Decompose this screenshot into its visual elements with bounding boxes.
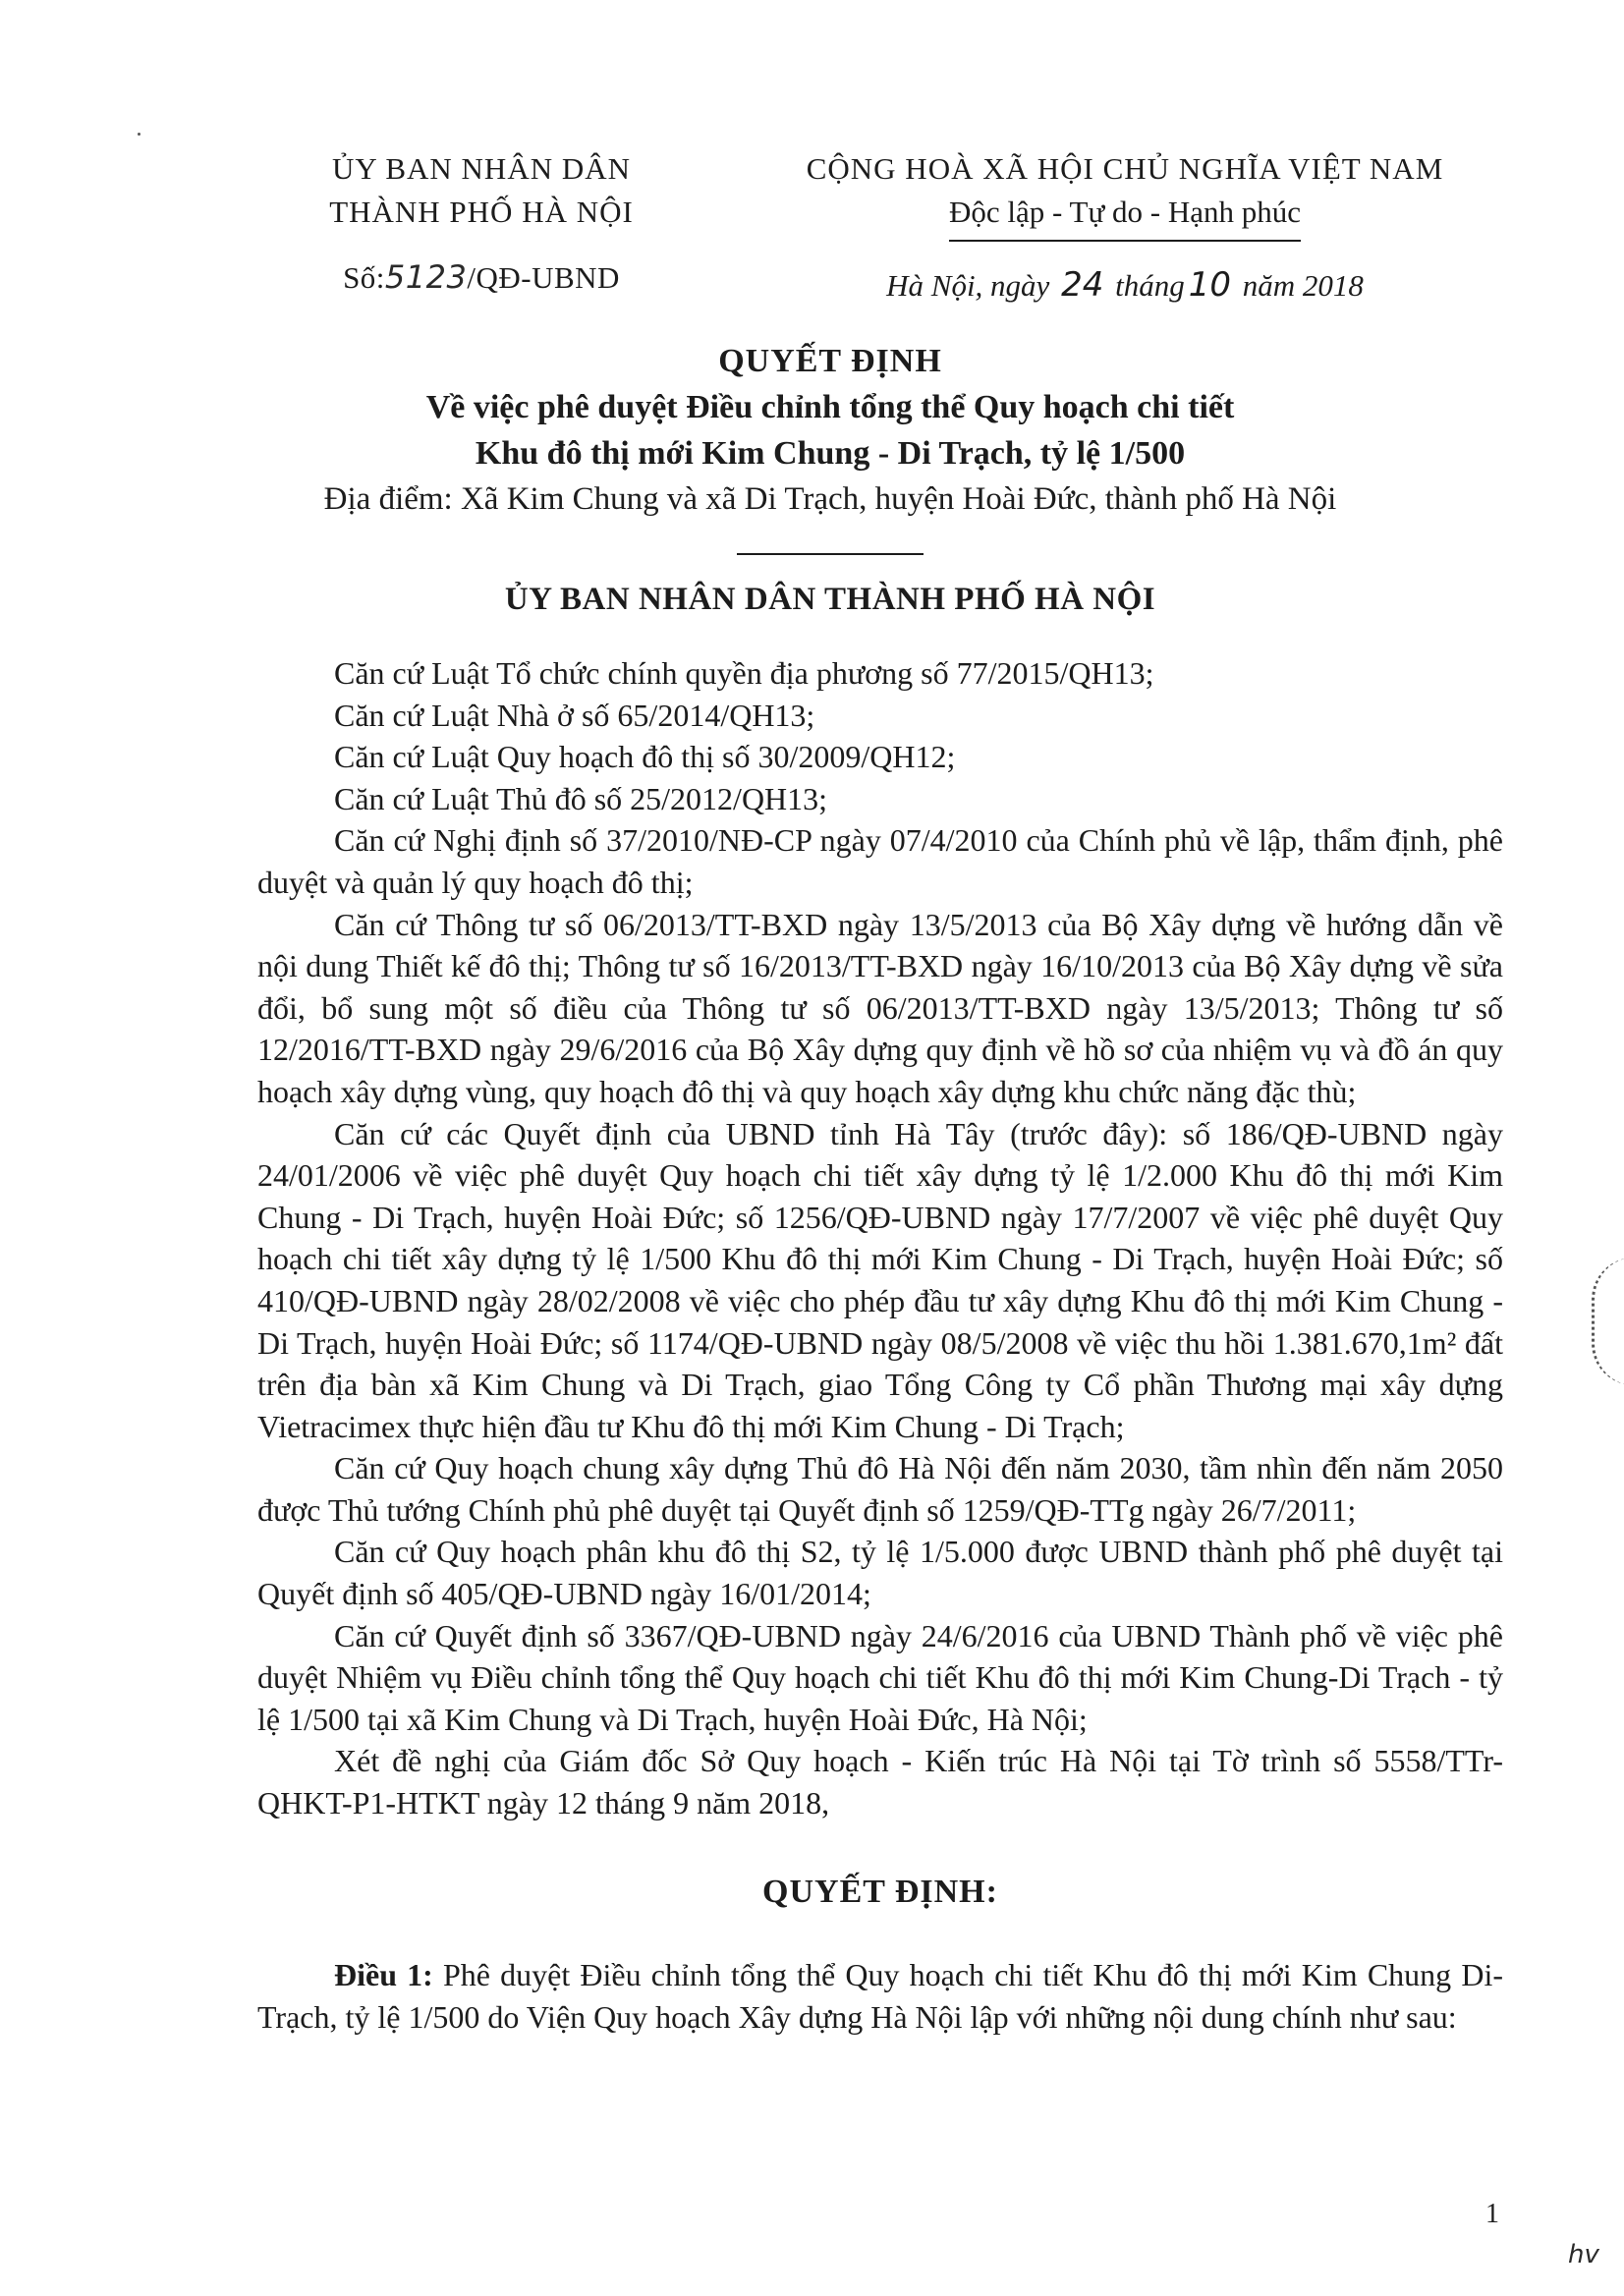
legal-basis-paragraph: Căn cứ Luật Nhà ở số 65/2014/QH13; [334,697,815,733]
location-line: Địa điểm: Xã Kim Chung và xã Di Trạch, huyện Hoài Đức, thành phố Hà Nội [323,481,1337,517]
proposal-paragraph: Xét đề nghị của Giám đốc Sở Quy hoạch - Kiến trúc Hà Nội tại Tờ trình số 5558/TTr-QHKT-P1-HTKT ngày 12 tháng 9 năm 2018, [257,1743,1503,1821]
decision-heading: QUYẾT ĐỊNH: [762,1873,998,1910]
nation-name: CỘNG HOÀ XÃ HỘI CHỦ NGHĨA VIỆT NAM [806,151,1444,186]
issue-date [717,263,1533,308]
subject-line-1: Về việc phê duyệt Điều chỉnh tổng thể Quy hoạch chi tiết [425,389,1235,425]
authority-line-1: ỦY BAN NHÂN DÂN [331,151,632,186]
legal-basis-paragraph: Căn cứ Nghị định số 37/2010/NĐ-CP ngày 07/4/2010 của Chính phủ về lập, thẩm định, phê duyệt và quản lý quy hoạch đô thị; [257,822,1503,900]
legal-basis-paragraph: Căn cứ Quy hoạch chung xây dựng Thủ đô Hà Nội đến năm 2030, tầm nhìn đến năm 2050 được Thủ tướng Chính phủ phê duyệt tại Quyết định số 1259/QĐ-TTg ngày 26/7/2011; [257,1450,1503,1528]
partial-stamp-mark [1592,1258,1624,1385]
title-divider [737,553,924,555]
legal-basis-paragraph: Căn cứ Luật Tổ chức chính quyền địa phương số 77/2015/QH13; [334,655,1154,691]
issuing-authority-header [251,147,712,300]
handwritten-initials: hv [1568,2240,1599,2269]
date-month-handwritten: 10 [1188,265,1231,305]
article-1-label: Điều 1: [334,1957,433,1993]
legal-basis-paragraph: Căn cứ Thông tư số 06/2013/TT-BXD ngày 13/5/2013 của Bộ Xây dựng về hướng dẫn về nội dung Thiết kế đô thị; Thông tư số 16/2013/TT-BXD ngày 16/10/2013 của Bộ Xây dựng về sửa đổi, bổ sung một số điều của Thông tư số 06/2013/TT-BXD ngày 13/5/2013; Thông tư số 12/2016/TT-BXD ngày 29/6/2016 của Bộ Xây dựng quy định về hồ sơ của nhiệm vụ và đồ án quy hoạch xây dựng vùng, quy hoạch đô thị và quy hoạch xây dựng khu chức năng đặc thù; [257,906,1503,1109]
article-1-paragraph [257,1954,1503,2038]
legal-basis-paragraph: Căn cứ các Quyết định của UBND tỉnh Hà Tây (trước đây): số 186/QĐ-UBND ngày 24/01/2006 về việc phê duyệt Quy hoạch chi tiết xây dựng tỷ lệ 1/2.000 Khu đô thị mới Kim Chung - Di Trạch, huyện Hoài Đức; số 1256/QĐ-UBND ngày 17/7/2007 về việc phê duyệt Quy hoạch chi tiết xây dựng tỷ lệ 1/500 Khu đô thị mới Kim Chung - Di Trạch, huyện Hoài Đức; số 410/QĐ-UBND ngày 28/02/2008 về việc cho phép đầu tư xây dựng Khu đô thị mới Kim Chung - Di Trạch, huyện Hoài Đức; số 1174/QĐ-UBND ngày 08/5/2008 về việc thu hồi 1.381.670,1m² đất trên địa bàn xã Kim Chung và Di Trạch, giao Tổng Công ty Cổ phần Thương mại xây dựng Vietracimex thực hiện đầu tư Khu đô thị mới Kim Chung - Di Trạch; [257,1115,1503,1444]
decision-title-block [147,339,1513,622]
legal-basis-paragraph: Căn cứ Luật Thủ đô số 25/2012/QH13; [334,780,828,816]
legal-basis-paragraph: Căn cứ Quyết định số 3367/QĐ-UBND ngày 24/6/2016 của UBND Thành phố về việc phê duyệt Nhiệm vụ Điều chỉnh tổng thể Quy hoạch chi tiết Khu đô thị mới Kim Chung-Di Trạch - tỷ lệ 1/500 tại xã Kim Chung và Di Trạch, huyện Hoài Đức, Hà Nội; [257,1617,1503,1737]
national-header [717,147,1533,308]
subject-line-2: Khu đô thị mới Kim Chung - Di Trạch, tỷ lệ 1/500 [475,435,1186,472]
legal-basis-paragraph: Căn cứ Quy hoạch phân khu đô thị S2, tỷ lệ 1/5.000 được UBND thành phố phê duyệt tại Quyết định số 405/QĐ-UBND ngày 16/01/2014; [257,1534,1503,1612]
authority-line-2: THÀNH PHỐ HÀ NỘI [329,195,634,229]
page-number: 1 [1485,2199,1499,2229]
article-1-text: Phê duyệt Điều chỉnh tổng thể Quy hoạch chi tiết Khu đô thị mới Kim Chung Di-Trạch, tỷ lệ 1/500 do Viện Quy hoạch Xây dựng Hà Nội lập với những nội dung chính như sau: [257,1957,1504,2035]
legal-basis-paragraph: Căn cứ Luật Quy hoạch đô thị số 30/2009/QH12; [334,739,956,775]
date-year: năm 2018 [1242,268,1364,303]
document-body [257,652,1503,2038]
scan-speck [138,133,140,136]
national-motto: Độc lập - Tự do - Hạnh phúc [949,191,1301,242]
doc-number-suffix: /QĐ-UBND [467,260,620,295]
date-place: Hà Nội, ngày [886,268,1050,303]
date-month-label: tháng [1115,268,1185,303]
document-title: QUYẾT ĐỊNH [718,343,942,379]
date-day-handwritten: 24 [1061,265,1104,305]
document-number [251,255,712,300]
doc-number-prefix: Số: [343,260,385,295]
issuing-body-heading: ỦY BAN NHÂN DÂN THÀNH PHỐ HÀ NỘI [504,582,1156,617]
doc-number-handwritten: 5123 [384,258,468,296]
